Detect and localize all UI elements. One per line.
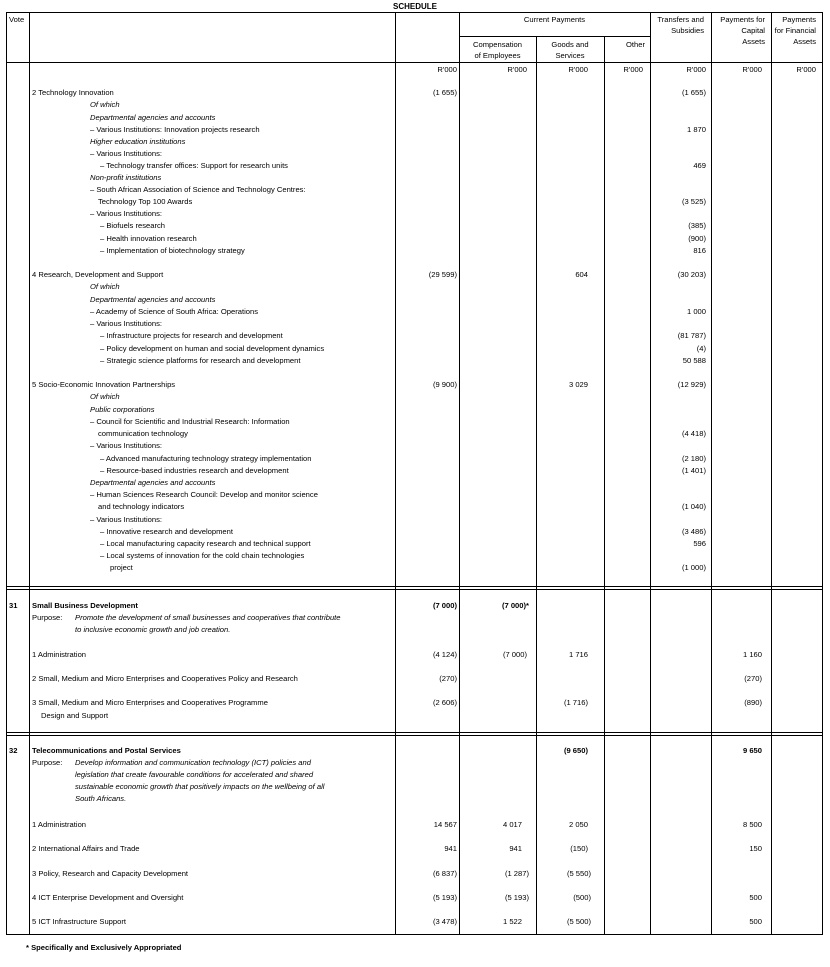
header-transfers-1: Transfers and [657,15,704,24]
vote-number: 31 [9,601,18,610]
of-which-label: Of which [90,392,120,401]
line-item: – Technology transfer offices: Support for research units [100,161,288,170]
amount-goods: 604 [575,270,588,279]
purpose-text: South Africans. [75,794,127,803]
line-item: – Various Institutions: [90,149,163,158]
line-item: – Human Sciences Research Council: Develop and monitor science [90,490,318,499]
unit-financial: R'000 [796,65,816,74]
of-which-label: Of which [90,100,120,109]
amount-transfers: (1 401) [681,466,706,475]
amount-compensation: (5 193) [504,893,529,902]
amount-transfers: (81 787) [677,331,706,340]
category-heading: Departmental agencies and accounts [90,295,216,304]
amount-total: (1 655) [432,88,457,97]
footnote: * Specifically and Exclusively Appropriated [26,943,182,952]
programme-label: 2 Small, Medium and Micro Enterprises and Cooperatives Policy and Research [32,674,298,683]
line-item: and technology indicators [98,502,185,511]
amount-capital: 1 160 [742,650,762,659]
line-item: – Policy development on human and social development dynamics [100,344,325,353]
programme-label: 3 Policy, Research and Capacity Development [32,869,189,878]
programme-label: Design and Support [41,711,109,720]
amount-transfers: (30 203) [677,270,706,279]
vote-number: 32 [9,746,18,755]
of-which-label: Of which [90,282,120,291]
amount-goods: (9 650) [563,746,588,755]
line-item: – Various Institutions: [90,441,163,450]
amount-total: (7 000) [432,601,457,610]
header-goods-2: Services [555,51,585,60]
programme-label: 5 ICT Infrastructure Support [32,917,126,926]
line-item: – Infrastructure projects for research and development [100,331,283,340]
amount-total: 941 [444,844,457,853]
amount-compensation: 1 522 [502,917,522,926]
line-item: – Strategic science platforms for research and development [100,356,301,365]
header-compensation-1: Compensation [473,40,522,49]
line-item: – Local systems of innovation for the cold chain technologies [100,551,305,560]
unit-goods: R'000 [568,65,588,74]
line-item: communication technology [98,429,188,438]
amount-total: (29 599) [428,270,457,279]
vote-name: Telecommunications and Postal Services [32,746,181,755]
programme-label: 5 Socio-Economic Innovation Partnerships [32,380,176,389]
purpose-label: Purpose: [32,758,63,767]
amount-total: (3 478) [432,917,457,926]
category-heading: Public corporations [90,405,155,414]
programme-label: 1 Administration [32,650,87,659]
line-item: – Various Institutions: [90,319,163,328]
line-item: – Innovative research and development [100,527,233,536]
amount-capital: 500 [749,917,762,926]
purpose-text: legislation that create favourable conditions for accelerated and shared [75,770,314,779]
programme-label: 2 International Affairs and Trade [32,844,140,853]
amount-goods: (5 500) [566,917,591,926]
unit-capital: R'000 [742,65,762,74]
header-compensation-2: of Employees [474,51,521,60]
amount-transfers: 596 [693,539,706,548]
amount-transfers: (3 525) [681,197,706,206]
amount-capital: 9 650 [742,746,762,755]
amount-total: (270) [439,674,457,683]
amount-goods: (5 550) [566,869,591,878]
unit-transfers: R'000 [686,65,706,74]
schedule-title: SCHEDULE [392,2,437,11]
purpose-text: sustainable economic growth that positively impacts on the wellbeing of all [75,782,325,791]
line-item: – Council for Scientific and Industrial Research: Information [90,417,290,426]
amount-capital: (890) [744,698,762,707]
amount-capital: 500 [749,893,762,902]
amount-goods: 1 716 [568,650,588,659]
header-capital-1: Payments for [720,15,765,24]
unit-compensation: R'000 [507,65,527,74]
amount-transfers: (1 655) [681,88,706,97]
amount-compensation: (7 000)* [501,601,529,610]
unit-other: R'000 [623,65,643,74]
line-item: – Local manufacturing capacity research and technical support [100,539,311,548]
amount-compensation: (1 287) [504,869,529,878]
category-heading: Departmental agencies and accounts [90,478,216,487]
programme-label: 2 Technology Innovation [32,88,114,97]
amount-transfers: (1 040) [681,502,706,511]
amount-transfers: (1 000) [681,563,706,572]
programme-label: 4 ICT Enterprise Development and Oversight [32,893,184,902]
amount-total: (9 900) [432,380,457,389]
line-item: – Health innovation research [100,234,197,243]
amount-total: 14 567 [433,820,457,829]
header-financial-1: Payments [782,15,816,24]
header-goods-1: Goods and [551,40,589,49]
amount-transfers: (12 929) [677,380,706,389]
category-heading: Departmental agencies and accounts [90,113,216,122]
line-item: – Advanced manufacturing technology strategy implementation [100,454,312,463]
amount-transfers: 50 588 [682,356,706,365]
header-financial-3: Assets [793,37,816,46]
header-current-payments: Current Payments [523,15,586,24]
amount-total: (5 193) [432,893,457,902]
amount-total: (6 837) [432,869,457,878]
category-heading: Higher education institutions [90,137,186,146]
amount-transfers: 1 870 [686,125,706,134]
line-item: Technology Top 100 Awards [98,197,193,206]
amount-transfers: (3 486) [681,527,706,536]
amount-compensation: (7 000) [502,650,527,659]
programme-label: 3 Small, Medium and Micro Enterprises and Cooperatives Programme [32,698,268,707]
header-other: Other [626,40,645,49]
header-transfers-2: Subsidies [671,26,704,35]
purpose-text: Promote the development of small businesses and cooperatives that contribute [75,613,341,622]
header-vote: Vote [9,15,25,24]
amount-transfers: (385) [688,221,706,230]
amount-transfers: (4 418) [681,429,706,438]
purpose-text: Develop information and communication technology (ICT) policies and [75,758,311,767]
amount-goods: (150) [570,844,588,853]
amount-compensation: 4 017 [502,820,522,829]
line-item: – Various Institutions: Innovation projects research [90,125,260,134]
amount-transfers: (4) [696,344,706,353]
header-financial-2: for Financial [774,26,816,35]
amount-transfers: 469 [693,161,706,170]
amount-goods: 2 050 [568,820,588,829]
amount-transfers: 816 [693,246,706,255]
amount-capital: 150 [749,844,762,853]
amount-capital: 8 500 [742,820,762,829]
line-item: – Resource-based industries research and development [100,466,289,475]
programme-label: 4 Research, Development and Support [32,270,164,279]
amount-goods: (500) [573,893,591,902]
amount-total: (2 606) [432,698,457,707]
line-item: – South African Association of Science and Technology Centres: [90,185,306,194]
amount-transfers: 1 000 [686,307,706,316]
category-heading: Non-profit institutions [90,173,162,182]
line-item: project [110,563,133,572]
amount-goods: (1 716) [563,698,588,707]
amount-transfers: (2 180) [681,454,706,463]
purpose-label: Purpose: [32,613,63,622]
vote-name: Small Business Development [32,601,138,610]
amount-total: (4 124) [432,650,457,659]
line-item: – Biofuels research [100,221,166,230]
amount-goods: 3 029 [568,380,588,389]
amount-capital: (270) [744,674,762,683]
unit-total: R'000 [437,65,457,74]
purpose-text: to inclusive economic growth and job creation. [75,625,231,634]
header-capital-2: Capital [741,26,765,35]
line-item: – Various Institutions: [90,515,163,524]
header-capital-3: Assets [742,37,765,46]
amount-compensation: 941 [509,844,522,853]
line-item: – Implementation of biotechnology strategy [100,246,245,255]
amount-transfers: (900) [688,234,706,243]
line-item: – Various Institutions: [90,209,163,218]
programme-label: 1 Administration [32,820,87,829]
line-item: – Academy of Science of South Africa: Operations [90,307,258,316]
